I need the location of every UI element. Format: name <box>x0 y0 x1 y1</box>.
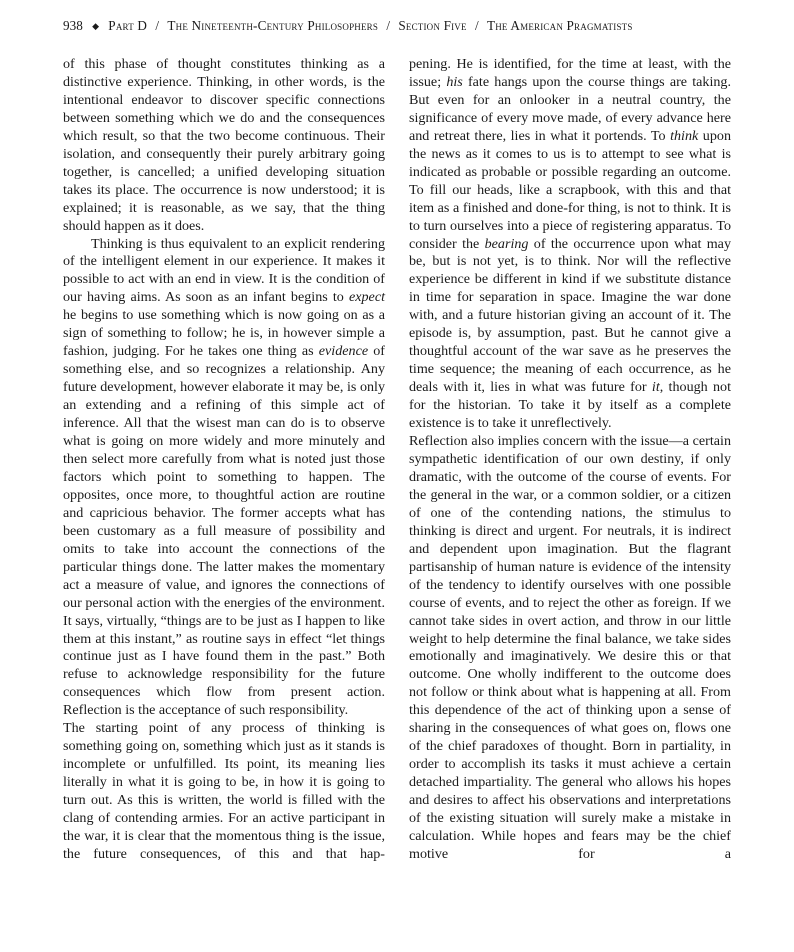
paragraph-text: upon the news as it comes to us is to attempt to see what is indicated as probable or possible regarding an outcome. To fill our heads, like a scrapbook, with this and that item as a finished and done-for thing, is not to think. It is to turn ourselves into a piece of registering apparatus. To consider the <box>409 127 731 252</box>
paragraph-text: Thinking is thus equivalent to an explicit rendering of the intelligent element in our experience. It makes it possible to act with an end in view. It is the condition of our having aims. As soon as an infant begins to <box>63 235 385 306</box>
paragraph-text: , though not for the historian. To take it by itself as a complete existence is to take it unreflectively. <box>409 379 732 432</box>
header-separator: / <box>155 18 160 33</box>
emphasis-text: evidence <box>318 343 369 360</box>
emphasis-text: think <box>670 127 699 144</box>
left-column <box>63 56 385 864</box>
paragraph-text: The starting point of any process of thinking is something going on, something which just as it stands is incomplete or unfulfilled. Its point, its meaning lies literally in what it is going to be, in how it is going to turn out. As this is written, the world is filled with the clang of contending armies. For an active participant in the war, it is clear that the momentous thing is the issue, the future consequences, of this and that hap- <box>63 720 385 862</box>
emphasis-text: expect <box>349 289 385 306</box>
header-separator: / <box>475 18 479 33</box>
paragraph <box>63 56 385 236</box>
paragraph-text: pening. He is identified, for the time at least, with the issue; <box>409 56 731 90</box>
emphasis-text: his <box>446 73 463 90</box>
paragraph-text: fate hangs upon the course things are taking. But even for an onlooker in a neutral country, the significance of every move made, of every advance here and retreat there, lies in what it portends. To <box>409 73 731 144</box>
right-column <box>409 56 731 864</box>
paragraph <box>409 56 731 433</box>
paragraph <box>409 433 731 864</box>
paragraph-text: of something else, and so recognizes a relationship. Any future development, however elaborate it may be, is only an extending and a refining of this simple act of inference. All that the wisest man can do is to observe what is going on more widely and more minutely and then select more carefully from what is noted just those factors which point to something to happen. The opposites, once more, to thoughtful action are routine and capricious behavior. The former accepts what has been customary as a full measure of possibility and omits to take into account the connections of the particular things done. The latter makes the momentary act a measure of value, and ignores the connections of our personal action with the energies of the environment. It says, virtually, “things are to be just as I happen to like them at this instant,” as routine says in effect “let things continue just as I have found them in the past.” Both refuse to acknowledge responsibility for the future consequences which flow from present action. Reflection is the acceptance of such responsibility. <box>63 343 385 719</box>
paragraph-text: of the occurrence upon what may be, but is not yet, is to think. Nor will the reflective experience be different in kind if we substitute distance in time for separation in space. Imagine the war done with, and a future historian giving an account of it. The episode is, by assumption, past. But he cannot give a thoughtful account of the war save as he preserves the time sequence; the meaning of each occurrence, as he deals with it, lies in what was future for <box>409 235 731 396</box>
paragraph <box>63 720 385 864</box>
header-separator: / <box>386 18 391 33</box>
running-head <box>63 16 743 37</box>
paragraph-text: Reflection also implies concern with the issue—a certain sympathetic identification of our own destiny, if only dramatic, with the outcome of the course of events. For the general in the war, or a common soldier, or a citizen of one of the contending nations, the stimulus to thinking is direct and urgent. For neutrals, it is indirect and dependent upon imagination. But the flagrant partisanship of human nature is evidence of the intensity of the tendency to identify ourselves with one possible course of events, and to reject the other as foreign. If we cannot take sides in overt action, and throw in our little weight to help determine the final balance, we take sides emotionally and imaginatively. We desire this or that outcome. One wholly indifferent to the outcome does not follow or think about what is happening at all. From this dependence of the act of thinking upon a sense of sharing in the consequences of what goes on, flows one of the chief paradoxes of thought. Born in partiality, in order to accomplish its tasks it must achieve a certain detached impartiality. The general who allows his hopes and desires to affect his observations and interpretations of the existing situation will surely make a mistake in calculation. While hopes and fears may be the chief motive for a <box>409 433 731 862</box>
paragraph-text: of this phase of thought constitutes thinking as a distinctive experience. Thinking, in other words, is the intentional endeavor to discover specific connections between something which we do and the consequences which result, so that the two become continuous. Their isolation, and consequently their purely arbitrary going together, is cancelled; a unified developing situation takes its place. The occurrence is now understood; it is explained; it is reasonable, as we say, that the thing should happen as it does. <box>63 56 385 234</box>
section-subject: The American Pragmatists <box>486 18 633 33</box>
paragraph <box>63 236 385 721</box>
diamond-bullet-icon: ◆ <box>92 21 99 31</box>
part-label: Part D <box>108 18 148 33</box>
paragraph-text: he begins to use something which is now going on as a sign of something to follow; he is, in however simple a fashion, judging. For he takes one thing as <box>63 307 385 360</box>
page-number: 938 <box>63 18 83 33</box>
emphasis-text: bearing <box>484 235 529 252</box>
section-label: Section Five <box>398 18 467 33</box>
emphasis-text: it <box>651 379 660 396</box>
book-title: The Nineteenth-Century Philosophers <box>167 18 379 33</box>
